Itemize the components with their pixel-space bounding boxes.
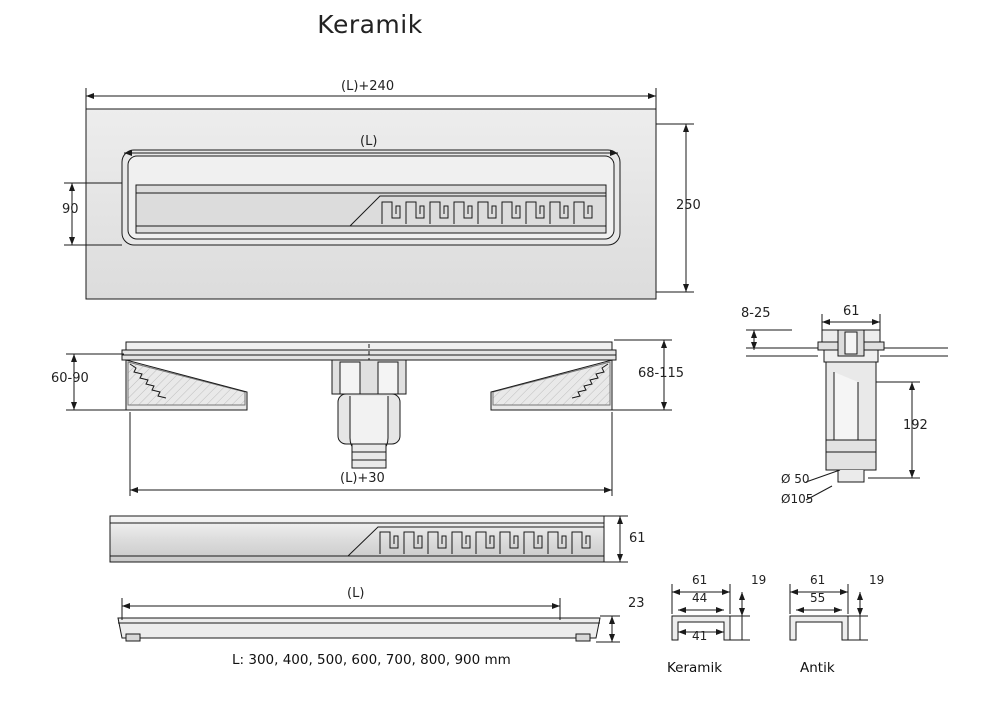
grate-view [110,516,604,562]
dim-61-grate [604,516,628,562]
label-keramik-41: 41 [692,629,708,643]
label-antik-19: 19 [869,573,885,587]
label-keramik-61: 61 [692,573,708,587]
caption-antik: Antik [800,660,835,676]
label-60-90: 60-90 [51,371,89,386]
lengths-note: L: 300, 400, 500, 600, 700, 800, 900 mm [232,652,511,668]
label-23: 23 [628,596,645,611]
label-inner-length: (L) [360,134,378,149]
label-diameter-105: Ø105 [781,492,814,506]
label-61-detail: 61 [843,304,860,319]
detail-section [746,330,948,482]
label-8-25: 8-25 [741,306,771,321]
label-61-grate: 61 [629,531,646,546]
label-profile-L: (L) [347,586,365,601]
caption-keramik: Keramik [667,660,723,676]
label-antik-61: 61 [810,573,826,587]
label-diameter-50: Ø 50 [781,472,810,486]
label-68-115: 68-115 [638,366,685,381]
section-view [122,342,616,468]
label-90: 90 [62,202,79,217]
antik-profile [790,584,868,640]
label-antik-55: 55 [810,591,826,605]
label-overall-length: (L)+240 [341,79,395,94]
keramik-profile [672,584,750,640]
profile-view [118,618,600,641]
label-keramik-44: 44 [692,591,708,605]
dim-8-25 [746,330,792,350]
label-keramik-19: 19 [751,573,767,587]
label-192: 192 [903,418,928,433]
label-L-plus-30: (L)+30 [340,471,385,486]
page-title: Keramik [317,10,423,39]
label-250: 250 [676,198,701,213]
dim-profile-L [122,598,560,620]
